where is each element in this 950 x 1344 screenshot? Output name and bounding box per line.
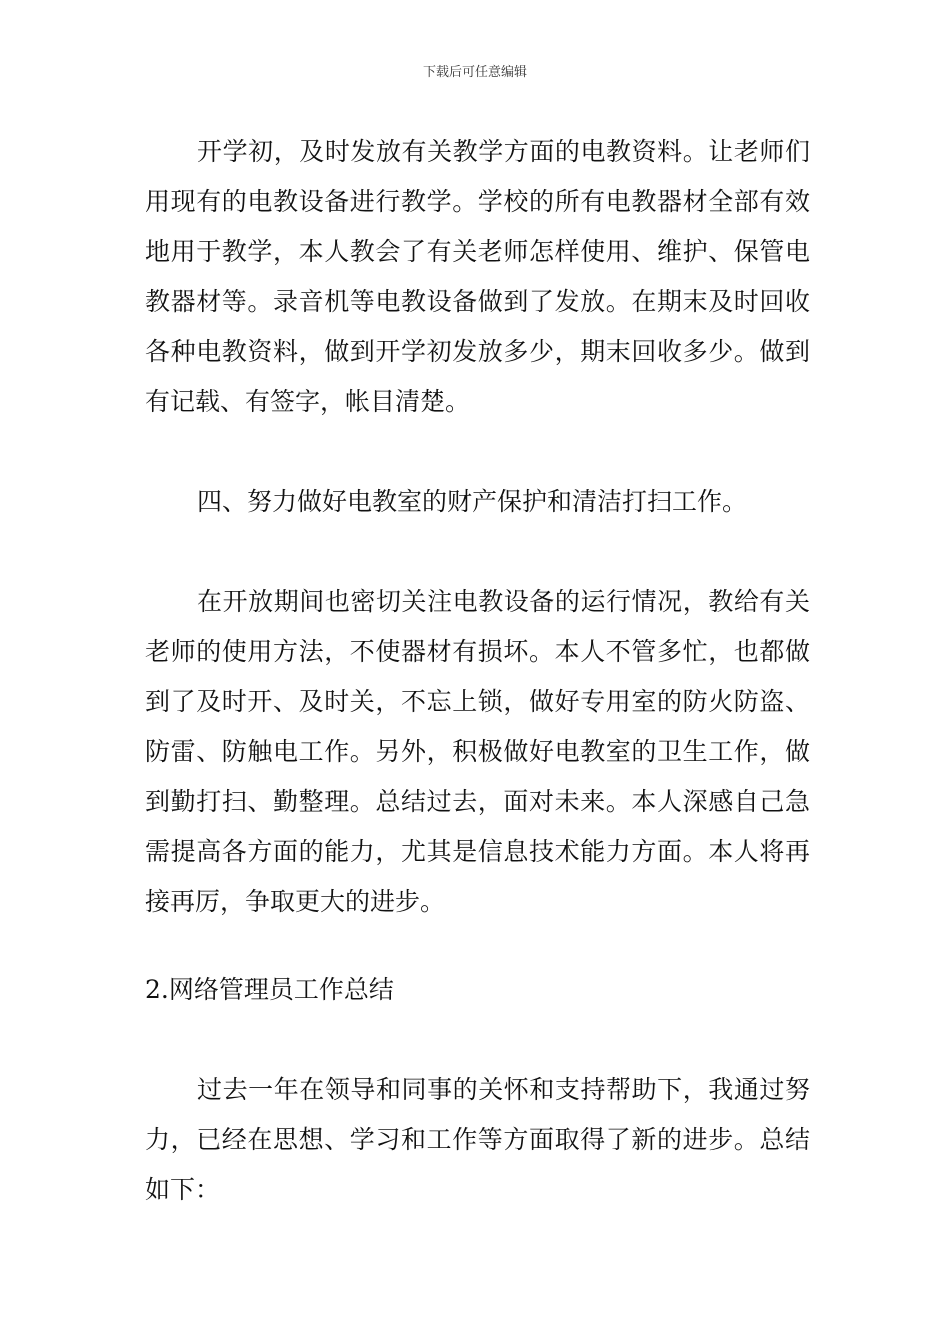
paragraph-gap <box>145 927 810 965</box>
paragraph-gap <box>145 527 810 577</box>
paragraph-materials: 开学初，及时发放有关教学方面的电教资料。让老师们用现有的电教设备进行教学。学校的所有电教器材全部有效地用于教学，本人教会了有关老师怎样使用、维护、保管电教器材等。录音机等电教设备做到了发放。在期末及时回收各种电教资料，做到开学初发放多少，期末回收多少。做到有记载、有签字，帐目清楚。 <box>145 137 810 416</box>
section-title-network-admin: 2.网络管理员工作总结 <box>145 975 394 1004</box>
paragraph-summary-intro: 过去一年在领导和同事的关怀和支持帮助下，我通过努力，已经在思想、学习和工作等方面取得了新的进步。总结如下： <box>145 1075 810 1204</box>
page-header: 下载后可任意编辑 <box>422 65 527 80</box>
paragraph-maintenance: 在开放期间也密切关注电教设备的运行情况，教给有关老师的使用方法，不使器材有损坏。本人不管多忙，也都做到了及时开、及时关，不忘上锁，做好专用室的防火防盗、防雷、防触电工作。另外，积极做好电教室的卫生工作，做到勤打扫、勤整理。总结过去，面对未来。本人深感自己急需提高各方面的能力，尤其是信息技术能力方面。本人将再接再厉，争取更大的进步。 <box>145 587 810 916</box>
paragraph-gap <box>145 1015 810 1065</box>
section-heading-four: 四、努力做好电教室的财产保护和清洁打扫工作。 <box>197 487 748 516</box>
document-body <box>145 127 810 1215</box>
paragraph-gap <box>145 427 810 477</box>
